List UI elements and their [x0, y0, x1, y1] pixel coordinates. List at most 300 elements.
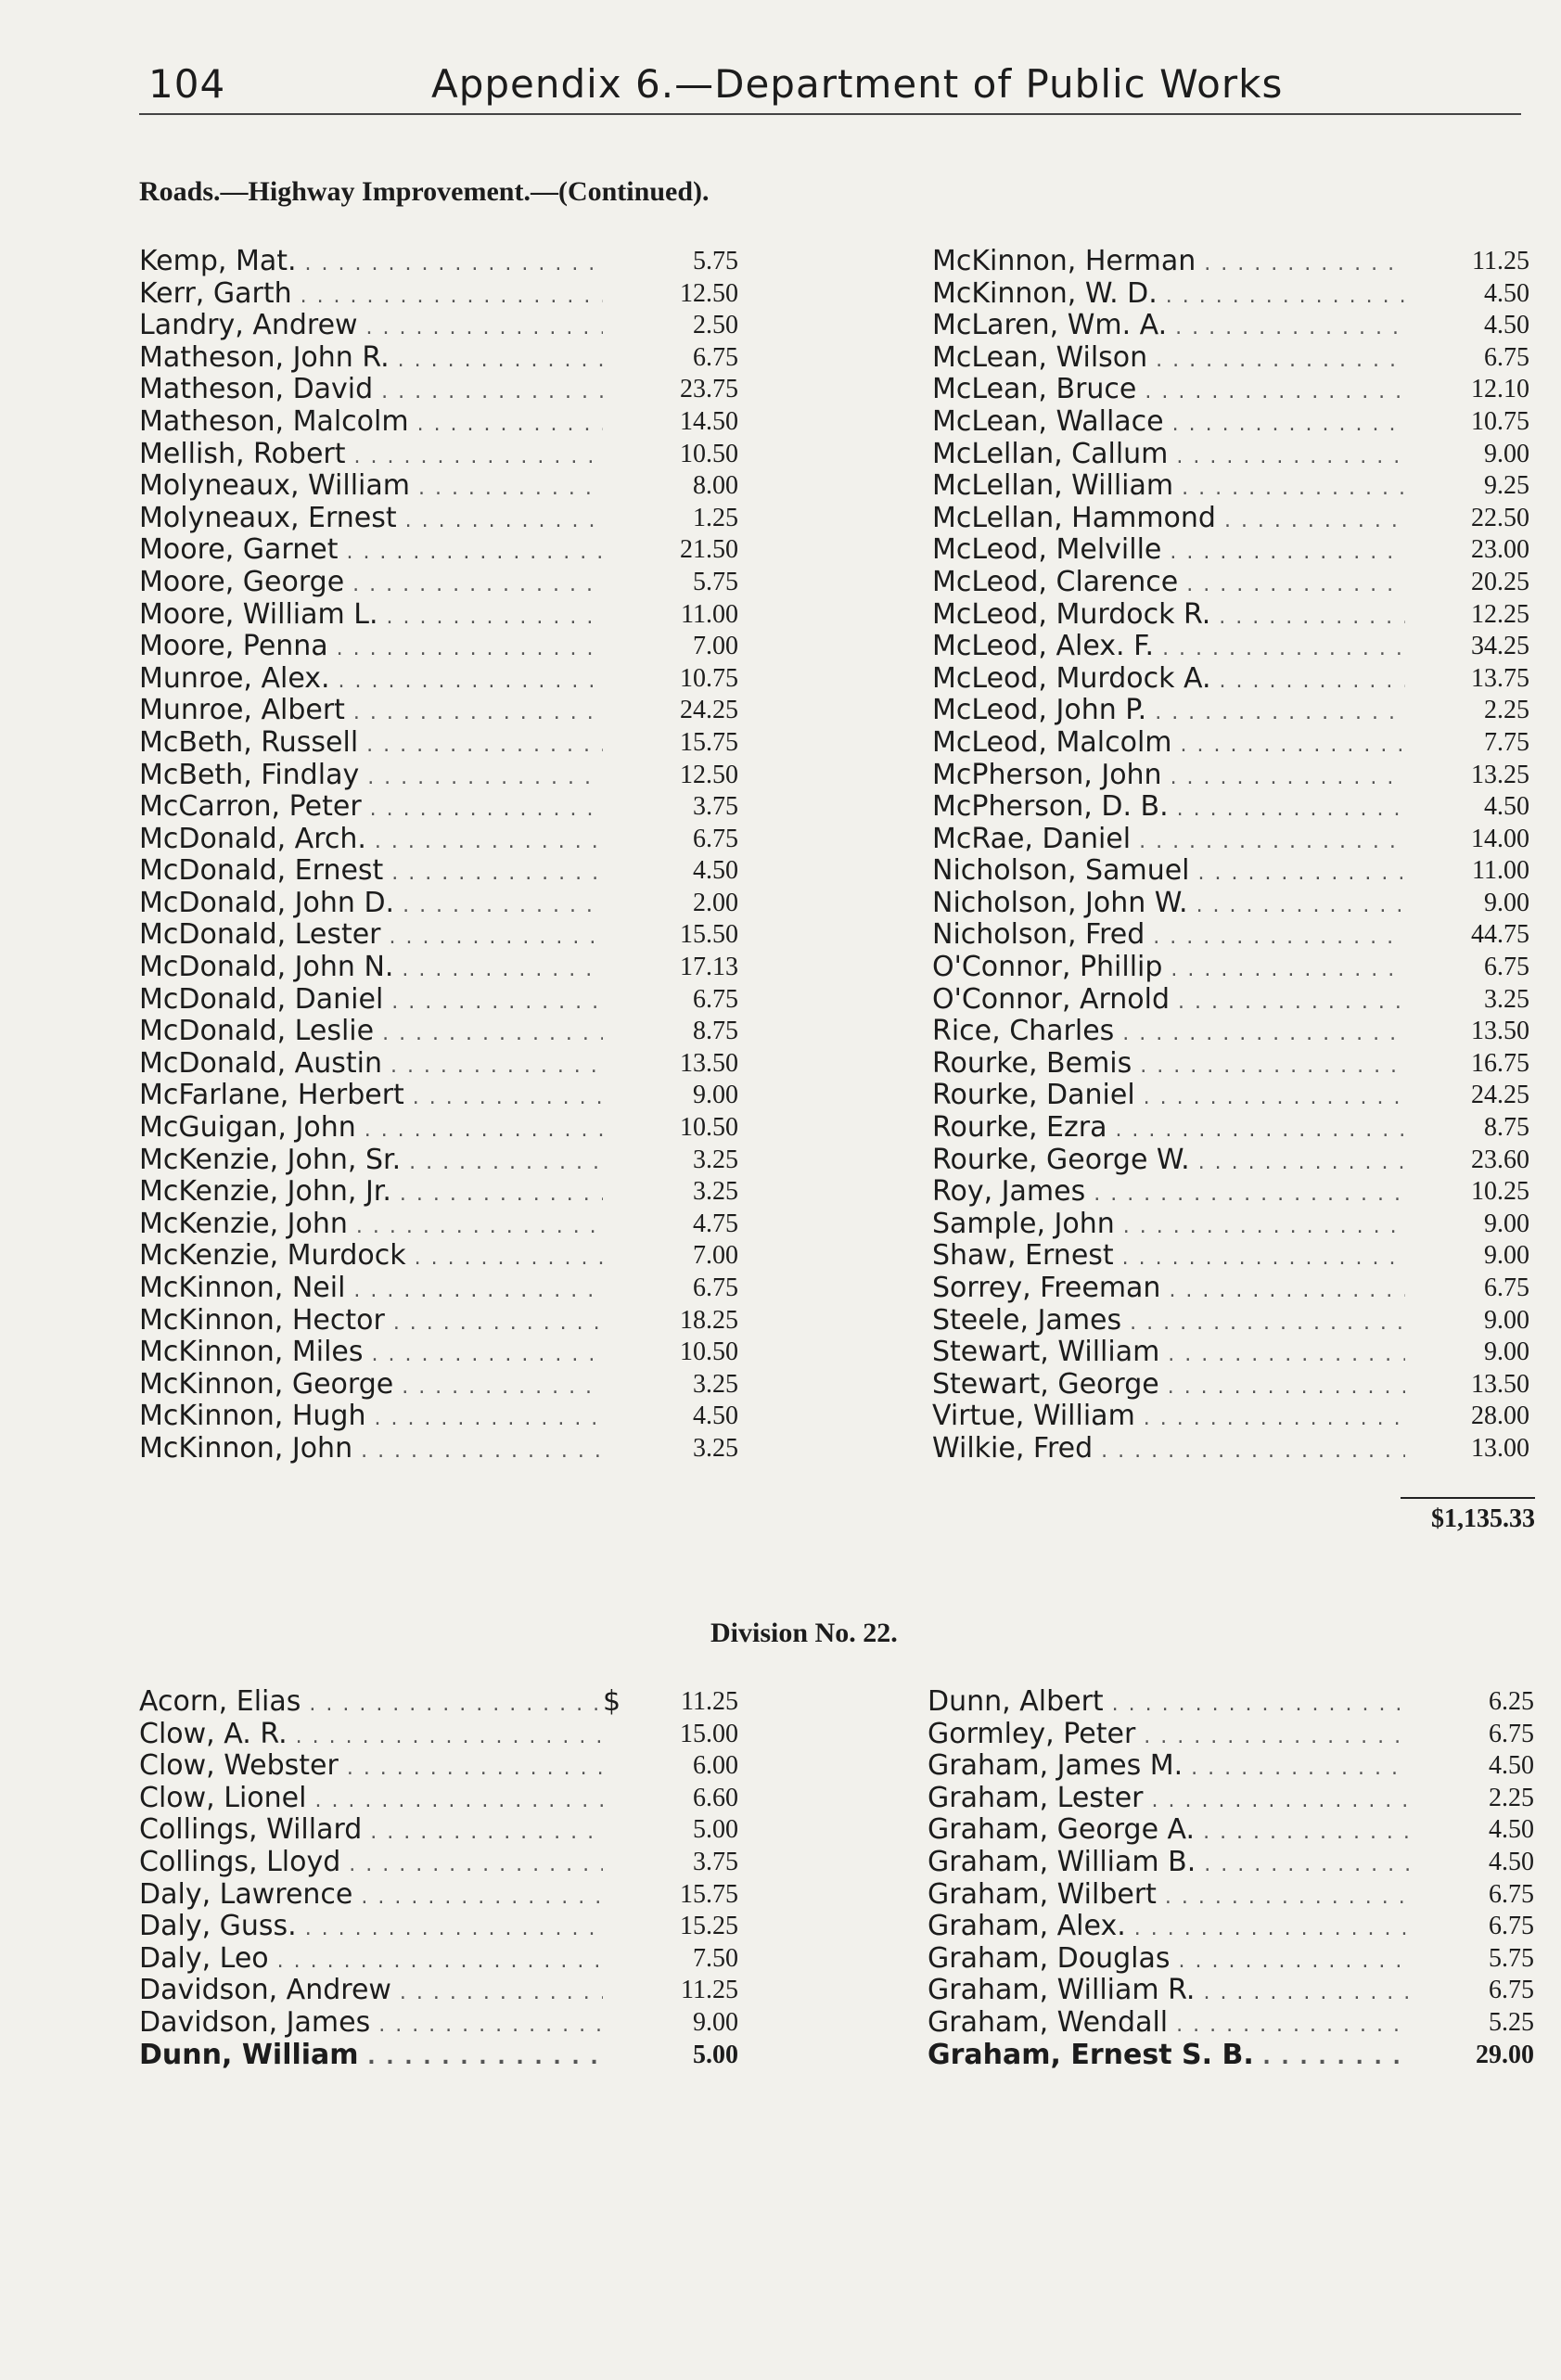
payee-name: Kemp, Mat. . . .: [139, 246, 603, 278]
currency-symbol: [603, 374, 640, 406]
currency-symbol: [603, 1369, 640, 1401]
list-item: [932, 439, 1529, 471]
list-item: [139, 1433, 738, 1465]
payee-name: Graham, William R. . . .: [928, 1975, 1410, 2007]
payee-name: McLaren, Wm. A. . . .: [932, 310, 1405, 342]
payment-amount: 4.50: [693, 1401, 738, 1431]
payee-name: Graham, Douglas . . .: [928, 1943, 1410, 1976]
payee-name: Stewart, George . . .: [932, 1369, 1405, 1401]
currency-symbol: [603, 439, 640, 471]
payee-name: Davidson, Andrew . . .: [139, 1975, 603, 2007]
currency-symbol: [603, 2040, 640, 2072]
currency-symbol: [1405, 1080, 1433, 1112]
payee-name: Rice, Charles . . .: [932, 1016, 1405, 1048]
payment-amount: 23.60: [1471, 1145, 1529, 1174]
payment-amount: 7.00: [693, 1241, 738, 1271]
payee-name: Matheson, John R. . . .: [139, 342, 603, 375]
currency-symbol: [1405, 1112, 1433, 1145]
payee-name: Wilkie, Fred . . .: [932, 1433, 1405, 1465]
payment-amount: 9.00: [1484, 439, 1529, 468]
currency-symbol: [603, 503, 640, 535]
currency-symbol: [603, 1048, 640, 1081]
payment-amount: 5.00: [693, 2040, 738, 2069]
payment-amount: 3.25: [693, 1433, 738, 1463]
list-item: [932, 1209, 1529, 1241]
payment-amount: 9.00: [693, 2007, 738, 2037]
currency-symbol: [1410, 1911, 1438, 1943]
payee-name: McPherson, D. B. . . .: [932, 791, 1405, 824]
payee-name: Matheson, David . . .: [139, 374, 603, 406]
payment-amount: 21.50: [680, 535, 738, 565]
payee-name: McKenzie, John, Sr. . . .: [139, 1145, 603, 1177]
payee-name: Daly, Lawrence . . .: [139, 1879, 603, 1912]
currency-symbol: [1405, 727, 1433, 760]
currency-symbol: [603, 1112, 640, 1145]
payment-amount: 14.00: [1471, 824, 1529, 853]
list-item: [139, 1814, 738, 1847]
currency-symbol: [603, 470, 640, 503]
payment-amount: 9.25: [1484, 471, 1529, 501]
currency-symbol: [1405, 1145, 1433, 1177]
currency-symbol: [1405, 952, 1433, 984]
payee-name: Daly, Leo . . .: [139, 1943, 603, 1976]
currency-symbol: [1405, 1273, 1433, 1305]
currency-symbol: [1405, 1305, 1433, 1337]
list-item: [928, 1686, 1534, 1719]
currency-symbol: [1405, 888, 1433, 920]
payee-name: McCarron, Peter . . .: [139, 791, 603, 824]
payment-amount: 6.75: [1484, 1273, 1529, 1302]
payment-amount: 11.25: [681, 1976, 738, 2005]
payee-name: McKenzie, Murdock . . .: [139, 1240, 603, 1273]
payee-name: Rourke, Daniel . . .: [932, 1080, 1405, 1112]
payment-amount: 4.50: [1489, 1815, 1534, 1845]
list-item: [139, 1112, 738, 1145]
currency-symbol: [1410, 1943, 1438, 1976]
list-item: [139, 1048, 738, 1081]
payee-name: Matheson, Malcolm . . .: [139, 406, 603, 439]
list-item: [932, 1273, 1529, 1305]
list-item: [932, 278, 1529, 311]
currency-symbol: [603, 663, 640, 696]
list-item: [932, 952, 1529, 984]
payee-name: McKinnon, John . . .: [139, 1433, 603, 1465]
payment-amount: 3.25: [693, 1369, 738, 1399]
currency-symbol: [603, 760, 640, 792]
payment-amount: 12.50: [680, 760, 738, 789]
payee-name: Molyneaux, Ernest . . .: [139, 503, 603, 535]
payment-amount: 6.75: [1489, 1976, 1534, 2005]
payee-name: Dunn, Albert . . .: [928, 1686, 1410, 1719]
list-item: [932, 695, 1529, 727]
list-item: [932, 631, 1529, 663]
page-number: 104: [148, 61, 226, 107]
currency-symbol: [603, 695, 640, 727]
list-item: [932, 1401, 1529, 1433]
currency-symbol: [1405, 310, 1433, 342]
payee-name: Graham, George A. . . .: [928, 1814, 1410, 1847]
payee-name: McKenzie, John . . .: [139, 1209, 603, 1241]
payment-amount: 18.25: [680, 1305, 738, 1335]
payment-amount: 15.25: [680, 1912, 738, 1941]
currency-symbol: [1405, 567, 1433, 599]
payment-amount: 44.75: [1471, 920, 1529, 950]
list-item: [139, 791, 738, 824]
list-item: [139, 1145, 738, 1177]
payee-name: O'Connor, Arnold . . .: [932, 984, 1405, 1017]
list-item: [139, 1401, 738, 1433]
currency-symbol: [603, 1879, 640, 1912]
division-heading: Division No. 22.: [710, 1618, 898, 1648]
list-item: [932, 1048, 1529, 1081]
payee-name: Moore, William L. . . .: [139, 599, 603, 632]
payment-amount: 7.75: [1484, 727, 1529, 757]
currency-symbol: [1405, 1176, 1433, 1209]
list-item: [139, 503, 738, 535]
currency-symbol: [1405, 760, 1433, 792]
payment-amount: 2.25: [1484, 696, 1529, 725]
payee-name: McLeod, Murdock R. . . .: [932, 599, 1405, 632]
list-item: [932, 1145, 1529, 1177]
payee-name: Graham, James M. . . .: [928, 1750, 1410, 1783]
currency-symbol: [1410, 2040, 1438, 2072]
payment-amount: 6.00: [693, 1751, 738, 1781]
currency-symbol: [603, 1337, 640, 1369]
payee-name: Moore, Penna . . .: [139, 631, 603, 663]
payment-amount: 11.00: [681, 599, 738, 629]
currency-symbol: [603, 727, 640, 760]
payee-name: McKinnon, W. D. . . .: [932, 278, 1405, 311]
list-item: [139, 1016, 738, 1048]
page-header: [139, 58, 1521, 115]
list-item: [139, 855, 738, 888]
currency-symbol: [1405, 791, 1433, 824]
currency-symbol: [1405, 503, 1433, 535]
payee-name: McDonald, Lester . . .: [139, 919, 603, 952]
payment-amount: 13.50: [680, 1048, 738, 1078]
payment-amount: 13.00: [1471, 1433, 1529, 1463]
currency-symbol: [1410, 1975, 1438, 2007]
payee-name: Munroe, Albert . . .: [139, 695, 603, 727]
currency-symbol: [1410, 1686, 1438, 1719]
list-item: [139, 567, 738, 599]
list-item: [932, 310, 1529, 342]
list-item: [139, 2007, 738, 2040]
payment-amount: 3.75: [693, 1847, 738, 1876]
currency-symbol: [603, 1305, 640, 1337]
list-item: [139, 1975, 738, 2007]
payee-name: Acorn, Elias . . .: [139, 1686, 603, 1719]
list-item: [928, 1814, 1534, 1847]
payment-amount: 7.50: [693, 1943, 738, 1973]
payment-amount: 23.75: [680, 375, 738, 404]
payee-name: Collings, Willard . . .: [139, 1814, 603, 1847]
payment-amount: 13.75: [1471, 663, 1529, 693]
currency-symbol: [603, 567, 640, 599]
payee-name: Clow, A. R. . . .: [139, 1719, 603, 1751]
list-item: [139, 1911, 738, 1943]
payment-amount: 6.75: [693, 824, 738, 853]
list-item: [928, 1879, 1534, 1912]
currency-symbol: [603, 1433, 640, 1465]
currency-symbol: [1405, 342, 1433, 375]
currency-symbol: [1410, 2007, 1438, 2040]
payment-amount: 5.75: [693, 567, 738, 596]
payee-name: Moore, Garnet . . .: [139, 534, 603, 567]
payee-name: Rourke, Bemis . . .: [932, 1048, 1405, 1081]
payee-name: McLellan, Callum . . .: [932, 439, 1405, 471]
payee-name: McKinnon, Miles . . .: [139, 1337, 603, 1369]
currency-symbol: [1410, 1879, 1438, 1912]
payee-name: McLeod, Clarence . . .: [932, 567, 1405, 599]
payment-amount: 2.50: [693, 311, 738, 340]
payment-amount: 12.50: [680, 278, 738, 308]
payee-name: McFarlane, Herbert . . .: [139, 1080, 603, 1112]
payment-amount: 9.00: [1484, 888, 1529, 917]
currency-symbol: [603, 1750, 640, 1783]
payment-amount: 24.25: [1471, 1081, 1529, 1110]
currency-symbol: [603, 278, 640, 311]
payee-name: McDonald, Austin . . .: [139, 1048, 603, 1081]
payee-name: Roy, James . . .: [932, 1176, 1405, 1209]
currency-symbol: [603, 855, 640, 888]
currency-symbol: [1405, 599, 1433, 632]
list-item: [932, 760, 1529, 792]
list-item: [139, 952, 738, 984]
list-item: [139, 2040, 738, 2072]
currency-symbol: [603, 246, 640, 278]
currency-symbol: [1405, 1240, 1433, 1273]
currency-symbol: [1410, 1783, 1438, 1815]
list-item: [139, 824, 738, 856]
list-item: [139, 1686, 738, 1719]
payee-name: Gormley, Peter . . .: [928, 1719, 1410, 1751]
payment-amount: 34.25: [1471, 632, 1529, 661]
currency-symbol: [603, 791, 640, 824]
list-item: [932, 599, 1529, 632]
list-item: [932, 534, 1529, 567]
list-item: [139, 984, 738, 1017]
list-item: [932, 919, 1529, 952]
payment-amount: 3.25: [1484, 984, 1529, 1014]
upper-total: $1,135.33: [1431, 1504, 1535, 1533]
payment-amount: 4.50: [1484, 278, 1529, 308]
list-item: [932, 1176, 1529, 1209]
currency-symbol: [1405, 1433, 1433, 1465]
currency-symbol: [1405, 374, 1433, 406]
list-item: [932, 1337, 1529, 1369]
total-rule: [1401, 1497, 1535, 1499]
list-item: [928, 1911, 1534, 1943]
payee-name: McRae, Daniel . . .: [932, 824, 1405, 856]
list-item: [928, 2007, 1534, 2040]
list-item: [932, 374, 1529, 406]
payment-amount: 6.75: [693, 342, 738, 372]
payee-name: Sorrey, Freeman . . .: [932, 1273, 1405, 1305]
list-item: [139, 599, 738, 632]
currency-symbol: [1405, 663, 1433, 696]
payment-amount: 10.50: [680, 1113, 738, 1143]
currency-symbol: [1405, 406, 1433, 439]
payment-amount: 29.00: [1476, 2040, 1534, 2069]
page-title: Appendix 6.—Department of Public Works: [431, 61, 1284, 107]
payment-amount: 2.25: [1489, 1783, 1534, 1812]
list-item: [139, 695, 738, 727]
payment-amount: 4.75: [693, 1209, 738, 1238]
currency-symbol: [1405, 534, 1433, 567]
payee-name: Clow, Lionel . . .: [139, 1783, 603, 1815]
list-item: [928, 1750, 1534, 1783]
payment-amount: 5.25: [1489, 2007, 1534, 2037]
payment-amount: 5.75: [693, 247, 738, 275]
payment-amount: 4.50: [1489, 1751, 1534, 1781]
payee-name: McDonald, John N. . . .: [139, 952, 603, 984]
currency-symbol: [603, 631, 640, 663]
payment-amount: 6.25: [1489, 1687, 1534, 1716]
payee-name: McDonald, Daniel . . .: [139, 984, 603, 1017]
list-item: [932, 1112, 1529, 1145]
list-item: [932, 1369, 1529, 1401]
currency-symbol: [1405, 470, 1433, 503]
payee-name: Dunn, William . . .: [139, 2040, 603, 2072]
payment-amount: 15.75: [680, 1879, 738, 1909]
list-item: [932, 791, 1529, 824]
list-item: [139, 1943, 738, 1976]
currency-symbol: [603, 534, 640, 567]
payee-name: McLeod, Malcolm . . .: [932, 727, 1405, 760]
currency-symbol: [1405, 984, 1433, 1017]
payment-amount: 8.00: [693, 471, 738, 501]
payment-amount: 12.25: [1471, 599, 1529, 629]
payee-name: Moore, George . . .: [139, 567, 603, 599]
payment-amount: 7.00: [693, 632, 738, 661]
payee-name: McDonald, Arch. . . .: [139, 824, 603, 856]
list-item: [928, 1783, 1534, 1815]
list-item: [928, 1943, 1534, 1976]
payee-name: Steele, James . . .: [932, 1305, 1405, 1337]
payee-name: McKinnon, George . . .: [139, 1369, 603, 1401]
currency-symbol: [1410, 1847, 1438, 1879]
payee-name: McLeod, Melville . . .: [932, 534, 1405, 567]
payee-name: Stewart, William . . .: [932, 1337, 1405, 1369]
list-item: [932, 1080, 1529, 1112]
payment-amount: 2.00: [693, 888, 738, 917]
list-item: [139, 1209, 738, 1241]
payment-amount: 13.25: [1471, 760, 1529, 789]
currency-symbol: [603, 2007, 640, 2040]
list-item: [139, 727, 738, 760]
currency-symbol: [1410, 1719, 1438, 1751]
payment-amount: 16.75: [1471, 1048, 1529, 1078]
list-item: [139, 1337, 738, 1369]
payee-name: Landry, Andrew . . .: [139, 310, 603, 342]
list-item: [932, 984, 1529, 1017]
payee-name: Clow, Webster . . .: [139, 1750, 603, 1783]
section-heading: Roads.—Highway Improvement.—(Continued).: [139, 176, 710, 207]
payment-amount: 6.75: [1489, 1879, 1534, 1909]
currency-symbol: [1405, 246, 1433, 278]
list-item: [139, 1750, 738, 1783]
currency-symbol: [603, 824, 640, 856]
list-item: [932, 1016, 1529, 1048]
payment-amount: 20.25: [1471, 567, 1529, 596]
payment-amount: 1.25: [693, 503, 738, 532]
list-item: [932, 1305, 1529, 1337]
list-item: [139, 534, 738, 567]
currency-symbol: [603, 1814, 640, 1847]
payee-name: McDonald, John D. . . .: [139, 888, 603, 920]
currency-symbol: [603, 1847, 640, 1879]
payee-name: McLellan, Hammond . . .: [932, 503, 1405, 535]
list-item: [932, 1240, 1529, 1273]
list-item: [932, 888, 1529, 920]
list-item: [139, 1879, 738, 1912]
list-item: [139, 246, 738, 278]
payment-amount: 11.25: [1472, 247, 1529, 275]
list-item: [139, 888, 738, 920]
list-item: [139, 342, 738, 375]
payment-amount: 14.50: [680, 406, 738, 436]
payment-amount: 15.50: [680, 920, 738, 950]
list-item: [139, 406, 738, 439]
list-item: [139, 663, 738, 696]
currency-symbol: [1405, 855, 1433, 888]
currency-symbol: [1405, 1016, 1433, 1048]
payment-amount: 17.13: [680, 953, 738, 982]
payee-name: Shaw, Ernest . . .: [932, 1240, 1405, 1273]
payment-amount: 4.50: [1484, 311, 1529, 340]
list-item: [932, 246, 1529, 278]
currency-symbol: [603, 310, 640, 342]
payee-name: Mellish, Robert . . .: [139, 439, 603, 471]
payment-amount: 10.50: [680, 1337, 738, 1367]
payee-name: McGuigan, John . . .: [139, 1112, 603, 1145]
list-item: [139, 439, 738, 471]
upper-left-column: [139, 246, 738, 1465]
currency-symbol: [603, 1975, 640, 2007]
currency-symbol: [603, 888, 640, 920]
currency-symbol: [1405, 824, 1433, 856]
payee-name: McKenzie, John, Jr. . . .: [139, 1176, 603, 1209]
currency-symbol: [1410, 1750, 1438, 1783]
currency-symbol: [603, 1401, 640, 1433]
currency-symbol: [1405, 439, 1433, 471]
payee-name: McLeod, John P. . . .: [932, 695, 1405, 727]
payment-amount: 28.00: [1471, 1401, 1529, 1431]
payee-name: Nicholson, Samuel . . .: [932, 855, 1405, 888]
payment-amount: 5.00: [693, 1815, 738, 1845]
payee-name: McPherson, John . . .: [932, 760, 1405, 792]
payment-amount: 6.75: [1489, 1912, 1534, 1941]
payment-amount: 5.75: [1489, 1943, 1534, 1973]
payee-name: Graham, William B. . . .: [928, 1847, 1410, 1879]
payee-name: McDonald, Leslie . . .: [139, 1016, 603, 1048]
payment-amount: 22.50: [1471, 503, 1529, 532]
payee-name: Nicholson, Fred . . .: [932, 919, 1405, 952]
payment-amount: 11.25: [681, 1687, 738, 1716]
payment-amount: 24.25: [680, 696, 738, 725]
payee-name: Graham, Lester . . .: [928, 1783, 1410, 1815]
payee-name: Sample, John . . .: [932, 1209, 1405, 1241]
payee-name: McBeth, Russell . . .: [139, 727, 603, 760]
currency-symbol: [603, 1273, 640, 1305]
payee-name: Daly, Guss. . . .: [139, 1911, 603, 1943]
payment-amount: 8.75: [693, 1017, 738, 1046]
payment-amount: 10.25: [1471, 1177, 1529, 1207]
payment-amount: 6.75: [1489, 1719, 1534, 1748]
payment-amount: 4.50: [1484, 792, 1529, 822]
currency-symbol: [1405, 1337, 1433, 1369]
